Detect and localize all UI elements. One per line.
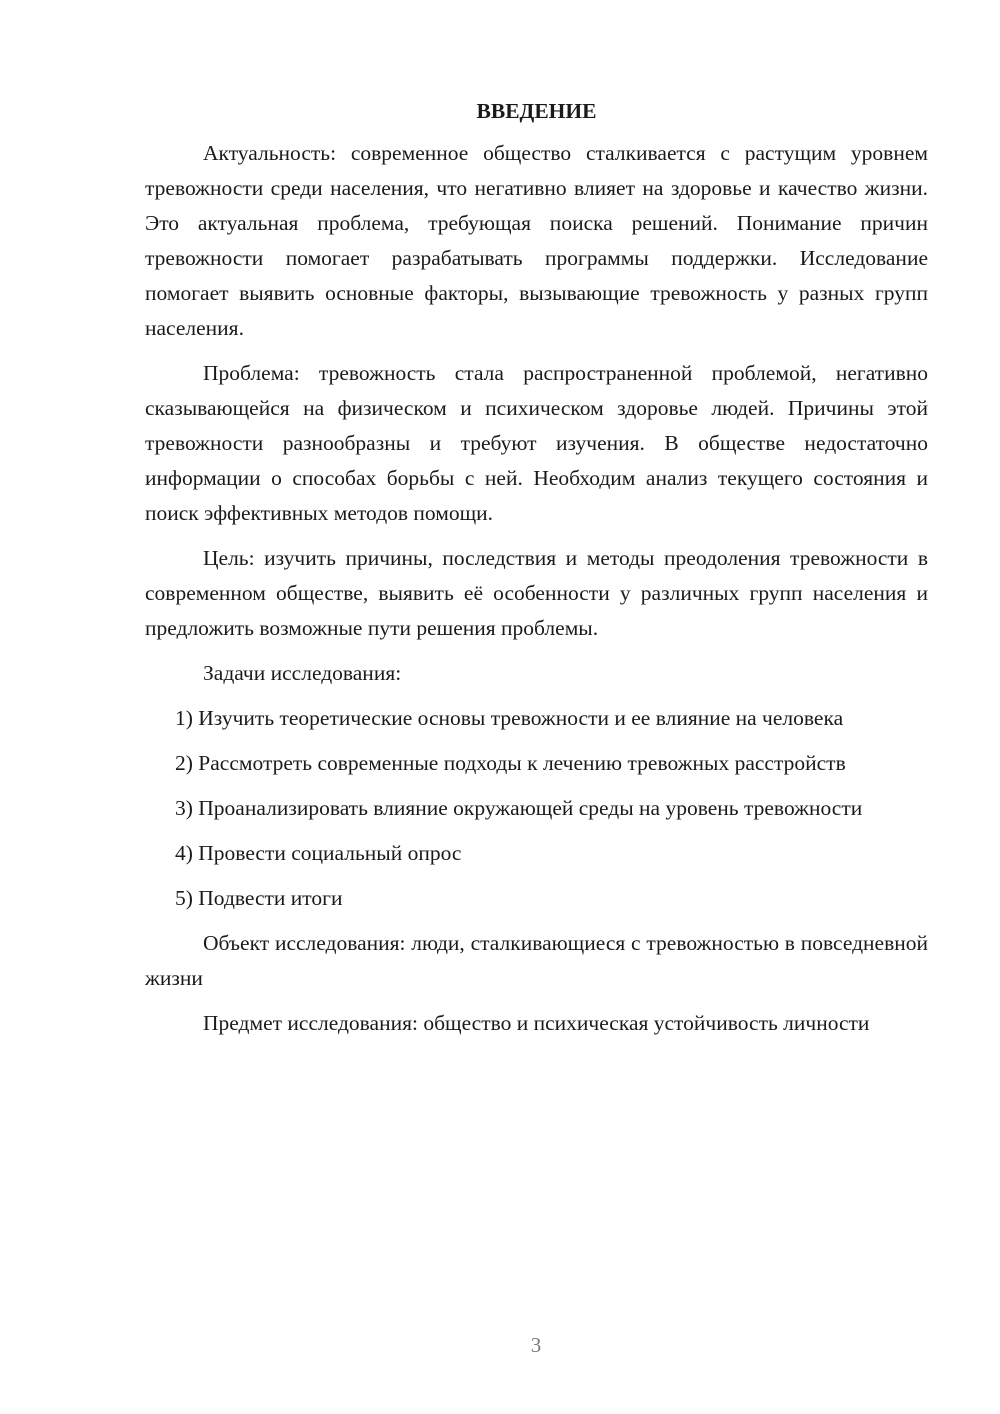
task-item-4: 4) Провести социальный опрос bbox=[175, 841, 462, 865]
document-page bbox=[145, 96, 928, 1051]
paragraph-object: Объект исследования: люди, сталкивающиеся с тревожностью в повседневной жизни bbox=[145, 931, 928, 990]
paragraph-relevance: Актуальность: современное общество сталкивается с растущим уровнем тревожности среди населения, что негативно влияет на здоровье и качество жизни. Это актуальная проблема, требующая поиска решений. Понимание причин тревожности помогает разрабатывать программы поддержки. Исследование помогает выявить основные факторы, вызывающие тревожность у разных групп населения. bbox=[145, 141, 928, 340]
paragraph-problem: Проблема: тревожность стала распространенной проблемой, негативно сказывающейся на физическом и психическом здоровье людей. Причины этой тревожности разнообразны и требуют изучения. В обществе недостаточно информации о способах борьбы с ней. Необходим анализ текущего состояния и поиск эффективных методов помощи. bbox=[145, 361, 928, 525]
task-item-5: 5) Подвести итоги bbox=[175, 886, 343, 910]
paragraph-goal: Цель: изучить причины, последствия и методы преодоления тревожности в современном обществе, выявить её особенности у различных групп населения и предложить возможные пути решения проблемы. bbox=[145, 546, 928, 640]
task-item-1: 1) Изучить теоретические основы тревожности и ее влияние на человека bbox=[175, 706, 844, 730]
task-item-2: 2) Рассмотреть современные подходы к лечению тревожных расстройств bbox=[175, 751, 846, 775]
tasks-heading: Задачи исследования: bbox=[203, 661, 402, 685]
section-heading: ВВЕДЕНИЕ bbox=[476, 99, 597, 123]
page-number: 3 bbox=[530, 1333, 542, 1357]
paragraph-subject: Предмет исследования: общество и психическая устойчивость личности bbox=[203, 1011, 870, 1035]
task-item-3: 3) Проанализировать влияние окружающей среды на уровень тревожности bbox=[175, 796, 863, 820]
